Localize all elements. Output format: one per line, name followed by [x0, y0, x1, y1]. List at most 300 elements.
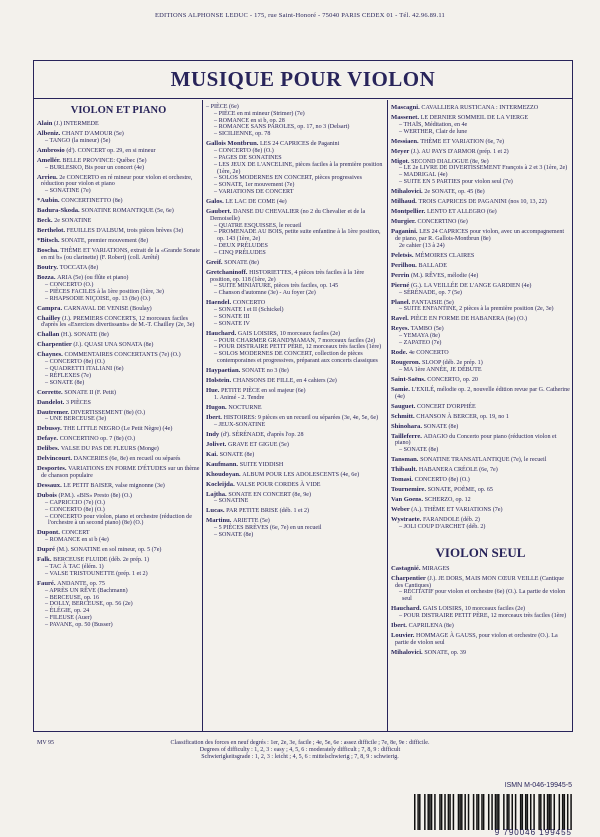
work-title: – SONATE III	[214, 313, 250, 320]
column-3	[388, 100, 572, 731]
catalog-entry	[391, 138, 570, 146]
catalog-entry	[391, 272, 570, 280]
difficulty-fr: Classification des forces en neuf degrés : 1er, 2e, 3e, facile ; 4e, 5e, 6e : assez difficile ; 7e, 8e, 9e : difficile.	[170, 740, 430, 746]
composer-name: Chaynes.	[37, 351, 65, 359]
publisher-header: EDITIONS ALPHONSE LEDUC - 175, rue Saint-Honoré - 75040 PARIS CEDEX 01 - Tél. 42.96.89.11	[154, 12, 445, 19]
work-title: HOMMAGE À GAUSS, pour violon et orchestre (O.). La partie de violon seul	[395, 633, 558, 646]
catalog-entry	[206, 387, 385, 402]
composer-name: Kocleijda.	[206, 480, 237, 488]
catalog-entry	[37, 341, 200, 349]
catalog-entry	[37, 305, 200, 313]
work-title: – SONATE (8e)	[214, 532, 254, 538]
catalog-entry	[391, 158, 570, 186]
barcode-bar	[515, 794, 517, 830]
barcode-bar	[498, 794, 500, 830]
barcode-bar	[429, 794, 431, 830]
barcode-bar	[550, 794, 552, 830]
work-title: – ROMANCE en si b, op. 28	[214, 117, 285, 124]
composer-name: Indy	[206, 430, 221, 438]
work-title: 2e SONATINE	[54, 218, 92, 225]
barcode-image	[414, 794, 572, 830]
work-title: TOCCATA (8e)	[59, 265, 99, 272]
barcode-bar	[527, 794, 529, 830]
work-title: (H.). SONATE (8e)	[61, 332, 109, 339]
section-heading-violin-solo: VIOLON SEUL	[435, 544, 526, 560]
work-title: – JEUX-SONATINE	[214, 421, 266, 428]
work-title: – SICILIENNE, op. 78	[214, 131, 271, 138]
work-title: – MADRIGAL (4e)	[399, 172, 448, 179]
work-title: THE LITTLE NEGRO (Le Petit Nègre) (4e)	[63, 426, 173, 433]
catalog-entry	[37, 529, 200, 544]
composer-name: Charpentier	[37, 341, 74, 349]
work-title: SONATE (8e)	[423, 423, 459, 430]
barcode-bar	[525, 794, 527, 830]
work-title: ARIETTE (5e)	[233, 518, 270, 525]
catalog-entry	[37, 399, 200, 407]
catalog-entry	[37, 120, 200, 128]
composer-name: Alain	[37, 120, 55, 127]
barcode-bar	[459, 794, 461, 830]
catalog-entry	[391, 403, 570, 411]
catalog-entry	[206, 269, 385, 297]
work-title: SONATE, POÈME, op. 65	[427, 487, 493, 494]
work-title: CONCERTINO (6e)	[417, 219, 468, 226]
catalog-entry	[206, 104, 385, 138]
work-title: GRAVE ET GIGUE (5e)	[227, 441, 289, 448]
work-title: LES 24 CAPRICES pour violon, avec un accompagnement de piano, par R. Gallois-Montbrun (8e)	[395, 229, 565, 242]
composer-name: Fauré.	[37, 579, 58, 587]
catalog-entry	[206, 414, 385, 429]
work-title: – Chanson d'automne (3e) - Au foyer (2e)	[214, 290, 316, 297]
barcode-bar	[441, 794, 443, 830]
composer-name: Ibert.	[391, 622, 409, 630]
catalog-entry	[37, 227, 200, 235]
work-title: VALSE DU PAS DE FLEURS (Monge)	[60, 446, 159, 453]
work-title: – PIÈCE (6e)	[206, 104, 239, 110]
work-title: – VALSE TRISTOUNETTE (prép. 1 et 2)	[45, 570, 148, 577]
composer-name: Kaufmann.	[206, 460, 240, 468]
work-title: ARIA (5e) (ou flûte et piano)	[57, 275, 129, 282]
barcode-bar	[468, 794, 470, 830]
barcode-bar	[488, 794, 490, 830]
catalog-entry	[37, 237, 200, 245]
composer-name: Albeniz.	[37, 130, 62, 137]
barcode-bar	[483, 794, 485, 830]
composer-name: Rougeron.	[391, 358, 423, 366]
composer-name: *Aubin.	[37, 197, 62, 205]
work-title: PAR PETITE BRISE (déb. 1 et 2)	[226, 508, 310, 515]
barcode-bar	[491, 794, 493, 830]
composer-name: Dubois	[37, 492, 59, 500]
work-title: – CONCERTO (8e) (O.)	[45, 359, 105, 366]
composer-name: *Bitsch.	[37, 237, 62, 245]
work-title: – DEUX PRÉLUDES	[214, 243, 268, 249]
catalog-entry	[206, 517, 385, 538]
composer-name: Wystraete.	[391, 516, 423, 524]
composer-name: Kai.	[206, 450, 220, 458]
barcode-bar	[431, 794, 433, 830]
composer-name: Greif.	[206, 258, 225, 266]
catalog-entry	[37, 389, 200, 397]
work-title: (M.). RÊVES, mélodie (4e)	[410, 272, 479, 279]
composer-name: Jolivet.	[206, 440, 228, 448]
catalog-frame	[33, 60, 573, 732]
work-title: – CONCERTO (8e) (O.)	[214, 148, 274, 155]
catalog-entry	[206, 140, 385, 196]
composer-name: Badura-Skoda.	[37, 207, 82, 215]
work-title: – SUITE EN 5 PARTIES pour violon seul (7e)	[399, 179, 513, 186]
work-title: MÉMOIRES CLAIRES	[415, 252, 475, 259]
catalog-entry	[391, 516, 570, 531]
work-title: – THAÏS, Méditation, en 4e	[399, 121, 468, 128]
difficulty-en: Degrees of difficulty : 1, 2, 3 : easy ; 4, 5, 6 : moderately difficult ; 7, 8, 9 : difficult	[199, 747, 401, 754]
work-title: HISTORIETTES, 4 pièces très faciles à la 1ère position, op. 118 (1ère, 2e)	[210, 269, 365, 283]
work-title: – SÉRÉNADE, op. 7 (5e)	[399, 289, 462, 296]
work-title: (A.). THÈME ET VARIATIONS (7e)	[411, 507, 503, 514]
composer-name: Holstein.	[206, 376, 233, 384]
work-title: BERCEUSE FLUIDE (déb. 2e prép. 1)	[53, 557, 150, 564]
work-title: GAIS LOISIRS, 10 morceaux faciles (2e)	[237, 330, 341, 337]
catalog-entry	[37, 546, 200, 554]
work-title: SONATINE TRANSATLANTIQUE (7e), le recueil	[420, 457, 547, 464]
composer-name: Challan	[37, 331, 62, 339]
catalog-entry	[206, 461, 385, 469]
work-title: – POUR CHARMER GRAND'MAMAN, 7 morceaux faciles (2e)	[214, 337, 376, 344]
work-title: 2e SONATE, op. 45 (8e)	[424, 189, 485, 196]
barcode-bar	[476, 794, 478, 830]
work-title: SCHERZO, op. 12	[424, 497, 471, 504]
catalog-entry	[37, 331, 200, 339]
work-title: FEUILLES D'ALBUM, trois pièces brèves (3e)	[66, 228, 184, 235]
work-title: TROIS CAPRICES DE PAGANINI (nos 10, 13, 22)	[418, 199, 547, 206]
catalog-entry	[206, 441, 385, 449]
work-title: PETITE PIÈCE en sol majeur (6e)	[221, 387, 306, 394]
difficulty-de: Schwierigkeitsgrade : 1, 2, 3 : leicht ; 4, 5, 6 : mittelschwierig ; 7, 8, 9 : schwierig.	[201, 754, 399, 761]
work-title: – BERCEUSE, op. 16	[45, 594, 100, 601]
catalog-entry	[391, 506, 570, 514]
barcode-bar	[444, 794, 446, 830]
catalog-entry	[391, 299, 570, 314]
composer-name: Hauchard.	[391, 605, 423, 613]
catalog-entry	[391, 198, 570, 206]
work-title: 4e CONCERTO	[408, 349, 449, 356]
work-title: DANSE DU CHEVALIER (no 2 du Chevalier et de la Demoiselle)	[210, 208, 366, 222]
barcode-bar	[478, 794, 480, 830]
work-title: PIÈCE EN FORME DE HABANERA (6e) (O.)	[410, 316, 528, 323]
composer-name: Massenet.	[391, 114, 421, 121]
catalog-entry	[391, 208, 570, 216]
catalog-entry	[37, 147, 200, 155]
work-title: – PAVANE, op. 50 (Busser)	[45, 621, 113, 628]
composer-name: Defaye.	[37, 435, 60, 443]
barcode-bar	[424, 794, 426, 830]
composer-name: Hue.	[206, 386, 222, 394]
work-title: SONATE II (F. Petit)	[64, 389, 116, 396]
column-1	[34, 100, 202, 731]
composer-name: Amellér.	[37, 156, 63, 164]
work-title: – CONCERTO (8e) (O.)	[45, 506, 105, 513]
work-title: SONATE no 3 (8e)	[241, 367, 289, 374]
barcode-bar	[547, 794, 549, 830]
composer-name: Reyes.	[391, 325, 411, 333]
work-title: – SONATE I et II (Schickel)	[214, 307, 284, 314]
work-title: – ÉLÉGIE, op. 24	[45, 608, 90, 615]
work-title: – QUADRETTI ITALIANI (6e)	[45, 365, 124, 372]
work-title: CHANSONS DE FILLE, en 4 cahiers (2e)	[232, 377, 337, 384]
work-title: – UNE BERCEUSE (3e)	[45, 416, 107, 423]
catalog-entry	[391, 218, 570, 226]
work-title: – SUITE ENFANTINE, 2 pièces à la première position (2e, 3e)	[399, 306, 554, 313]
catalog-entry	[391, 148, 570, 156]
catalog-entry	[37, 207, 200, 215]
catalog-entry	[391, 622, 570, 630]
catalog-entry	[37, 435, 200, 443]
catalog-entry	[391, 325, 570, 346]
barcode-bar	[449, 794, 451, 830]
page-title: MUSIQUE POUR VIOLON	[170, 67, 436, 91]
work-title: ANDANTE, op. 75	[57, 580, 105, 587]
composer-name: Thibault.	[391, 466, 419, 474]
work-title: – JOLI COUP D'ARCHET (déb. 2)	[399, 524, 486, 530]
catalog-entry	[391, 565, 570, 573]
catalog-entry	[391, 456, 570, 464]
work-title: – LE 2e LIVRE DE DIVERTISSEMENT François à 2 et 3 (1ère, 2e)	[399, 165, 568, 172]
work-title: – SONATE IV	[214, 320, 250, 327]
composer-name: Ravel.	[391, 315, 411, 323]
barcode-number: 9 790046 199455	[494, 828, 572, 837]
work-title: VALSE POUR CORDES À VIDE	[236, 481, 321, 488]
composer-name: Tomasi.	[391, 476, 415, 484]
work-title: – SONATE, 1er mouvement (7e)	[214, 182, 295, 189]
work-title: CHANSON À BERCER, op. 19, no 1	[416, 413, 509, 420]
barcode-bar	[417, 794, 419, 830]
work-title: CONCERTINETTO (8e)	[61, 198, 123, 205]
barcode-bar	[439, 794, 441, 830]
work-title: CONCERT D'ORPHÉE	[417, 403, 476, 410]
catalog-entry	[391, 252, 570, 260]
composer-name: Dupont.	[37, 529, 62, 537]
work-title: (J.). QUASI UNA SONATA (8e)	[73, 342, 154, 349]
work-title: SONATINE ROMANTIQUE (5e, 6e)	[81, 208, 174, 215]
barcode-bar	[506, 794, 508, 830]
catalog-entry	[206, 367, 385, 375]
catalog-entry	[206, 507, 385, 515]
barcode-bar	[414, 794, 416, 830]
work-title: – PROMENADE AU BOIS, petite suite enfantine à la 1ère position, op. 143 (1ère, 2e)	[214, 229, 381, 243]
catalog-entry	[206, 198, 385, 206]
barcode-bar	[473, 794, 475, 830]
work-title: (J.). JE DORS, MAIS MON CŒUR VEILLE (Cantique des Cantiques)	[395, 575, 564, 589]
catalog-entry	[391, 228, 570, 249]
composer-name: Martinu.	[206, 517, 234, 525]
composer-name: Rode.	[391, 348, 409, 356]
work-title: (G.). LA VEILLÉE DE L'ANGE GARDIEN (4e)	[410, 282, 532, 289]
work-title: 2e cahier (13 à 24)	[399, 242, 445, 249]
work-title: CONCERTINO op. 7 (8e) (O.)	[59, 436, 136, 443]
composer-name: Haendel.	[206, 299, 233, 307]
barcode-bar	[496, 794, 498, 830]
composer-name: Boscha.	[37, 247, 61, 255]
composer-name: Montpellier.	[391, 208, 428, 216]
barcode-bar	[508, 794, 510, 830]
work-title: (d'). CONCERT op. 29, en si mineur	[66, 147, 156, 154]
composer-name: Ibert.	[206, 413, 224, 421]
work-title: SLOOP (déb. 2e prép. 1)	[422, 359, 483, 366]
barcode-bar	[503, 794, 505, 830]
composer-name: Planel.	[391, 298, 412, 306]
catalog-entry	[391, 114, 570, 135]
composer-name: Mihalovici.	[391, 188, 425, 196]
composer-name: Boutry.	[37, 264, 60, 272]
barcode-bar	[567, 794, 569, 830]
work-title: 3 PIÈCES	[65, 399, 91, 406]
composer-name: Delibes.	[37, 445, 61, 453]
composer-name: Galos.	[206, 197, 226, 205]
work-title: THÈME ET VARIATIONS, extrait de la «Grande Sonate en mi b» (ou clarinette) (F. Robert) (coll. Arrêté)	[41, 248, 200, 262]
catalog-entry	[391, 486, 570, 494]
work-title: (d'). SÉRÉNADE, d'après l'op. 28	[220, 431, 304, 438]
barcode-bar	[481, 794, 483, 830]
catalog-entry	[37, 217, 200, 225]
catalog-entry	[37, 455, 200, 463]
composer-name: Schmitt.	[391, 412, 417, 420]
work-title: (J.) INTERMEDE	[54, 121, 99, 127]
composer-name: Peletsis.	[391, 251, 416, 259]
composer-name: Corrette.	[37, 388, 65, 396]
catalog-entry	[391, 413, 570, 421]
work-title: CONCERTO (8e) (O.)	[414, 477, 470, 484]
barcode-bar	[570, 794, 572, 830]
work-title: LE DERNIER SOMMEIL DE LA VIERGE	[420, 115, 529, 121]
catalog-entry	[37, 174, 200, 195]
composer-name: Arrieu.	[37, 173, 60, 181]
catalog-entry	[206, 404, 385, 412]
work-title: – ROMANCE SANS PAROLES, op. 17, no 3 (Delsart)	[214, 124, 350, 131]
composer-name: Gretchaninoff.	[206, 268, 250, 276]
composer-name: Campra.	[37, 304, 64, 312]
composer-name: Lucas.	[206, 507, 227, 515]
ismn-code: ISMN M-046-19945-5	[504, 782, 572, 789]
composer-name: Shinohara.	[391, 422, 424, 430]
work-title: – YEMAYA (8e)	[399, 333, 440, 340]
composer-name: Milhaud.	[391, 198, 419, 206]
work-title: COMMENTAIRES CONCERTANTS (7e) (O.)	[64, 352, 181, 359]
work-title: MIRAGES	[422, 565, 450, 572]
composer-name: Dandelot.	[37, 398, 66, 406]
catalog-entry	[37, 580, 200, 629]
catalog-entry	[206, 491, 385, 506]
work-title: CARNAVAL DE VENISE (Boulay)	[63, 305, 152, 312]
catalog-entry	[391, 386, 570, 401]
difficulty-legend	[0, 740, 600, 762]
barcode-bar	[419, 794, 421, 830]
work-title: – SOLOS MODERNES EN CONCERT, pièces progressives	[214, 175, 362, 182]
catalog-entry	[206, 259, 385, 267]
work-title: – SUITE MINIATURE, pièces très faciles, op. 145	[214, 283, 339, 290]
work-title: – RÉCITATIF pour violon et orchestre (6e) (O.). La partie de violon seul	[399, 589, 566, 603]
barcode-bar	[548, 794, 550, 830]
composer-name: Messiaen.	[391, 137, 421, 145]
composer-name: Dautremer.	[37, 408, 71, 416]
catalog-entry	[37, 556, 200, 577]
catalog-entry	[391, 315, 570, 323]
catalog-entry	[206, 431, 385, 439]
work-title: SONATE (8e)	[224, 259, 259, 266]
catalog-entry	[37, 157, 200, 172]
barcode-bar	[543, 794, 545, 830]
composer-name: Pierné	[391, 281, 411, 289]
barcode-bar	[538, 794, 540, 830]
catalog-entry	[391, 262, 570, 270]
composer-name: Beck.	[37, 217, 55, 225]
catalog-entry	[37, 197, 200, 205]
composer-name: Murgier.	[391, 218, 418, 226]
work-title: CONCERT	[61, 530, 90, 537]
composer-name: Desportes.	[37, 465, 69, 473]
composer-name: Lajtha.	[206, 490, 229, 498]
work-title: (J.). PREMIERS CONCERTS, 12 morceaux faciles d'après les «Exercices divertissants» de M.-T. Chailley (2e, 3e)	[41, 315, 195, 329]
work-title: SECOND DIALOGUE (8e, 9e)	[411, 158, 489, 165]
work-title: – ROMANCE en si b (4e)	[45, 537, 109, 544]
work-title: FARANDOLE (déb. 2)	[422, 517, 480, 524]
composer-name: Khoudoyan.	[206, 470, 243, 478]
catalog-entry	[37, 247, 200, 262]
barcode-bar	[448, 794, 450, 830]
work-title: 2e CONCERTO en ré mineur pour violon et orchestre, réduction pour violon et piano	[41, 174, 193, 188]
barcode-bar	[434, 794, 436, 830]
catalog-entry	[391, 433, 570, 454]
work-title: – FILEUSE (Auer)	[45, 614, 92, 621]
composer-name: Berthelot.	[37, 227, 67, 235]
composer-name: Saint-Saëns.	[391, 375, 428, 383]
composer-name: Hauchard.	[206, 329, 238, 337]
work-title: CONCERTO	[232, 300, 266, 307]
work-title: LENTO ET ALLEGRO (6e)	[427, 209, 497, 216]
work-title: – SONATINE	[214, 498, 249, 505]
composer-name: Charpentier	[391, 574, 428, 582]
work-title: – ZAPATEO (7e)	[399, 339, 442, 346]
work-title: SUITE YIDDISH	[239, 461, 284, 468]
work-title: LES 24 CAPRICES de Paganini	[260, 141, 340, 148]
composer-name: Dupré	[37, 546, 57, 554]
section-heading-violin-piano: VIOLON ET PIANO	[70, 105, 167, 116]
composer-name: Delvincourt.	[37, 455, 74, 463]
composer-name: Gaubert.	[206, 207, 234, 215]
work-title: – DOLLY, BERCEUSE, op. 56 (2e)	[45, 601, 133, 608]
catalog-entry	[37, 465, 200, 480]
work-title: – CINQ PRÉLUDES	[214, 249, 266, 256]
work-title: – RÉFLEXES (7e)	[45, 372, 92, 379]
composer-name: Meyer	[391, 147, 411, 155]
composer-name: Mihalovici.	[391, 648, 425, 656]
catalog-entry	[37, 409, 200, 424]
catalog-entry	[391, 349, 570, 357]
work-title: LE PETIT BAISER, valse mignonne (3e)	[63, 483, 165, 490]
work-title: BELLE PROVINCE: Québec (5e)	[62, 157, 147, 164]
work-title: BALLADE	[418, 262, 447, 269]
barcode-bar	[554, 794, 556, 830]
work-title: HABANERA CRÉOLE (6e, 7e)	[418, 467, 498, 474]
composer-name: Castagnié.	[391, 564, 423, 572]
barcode-bar	[427, 794, 429, 830]
work-title: – RHAPSODIE NIÇOISE, op. 13 (8e) (O.)	[45, 295, 151, 302]
catalog-code: MV 95	[37, 740, 55, 746]
barcode-bar	[540, 794, 542, 830]
composer-name: Ambrosio	[37, 146, 67, 154]
barcode-bar	[559, 794, 561, 830]
work-title: NOCTURNE	[228, 404, 262, 411]
work-title: – CONCERTO pour violon, piano et orchestre (réduction de l'orchestre à un second piano) (8e) (O.)	[45, 513, 192, 527]
